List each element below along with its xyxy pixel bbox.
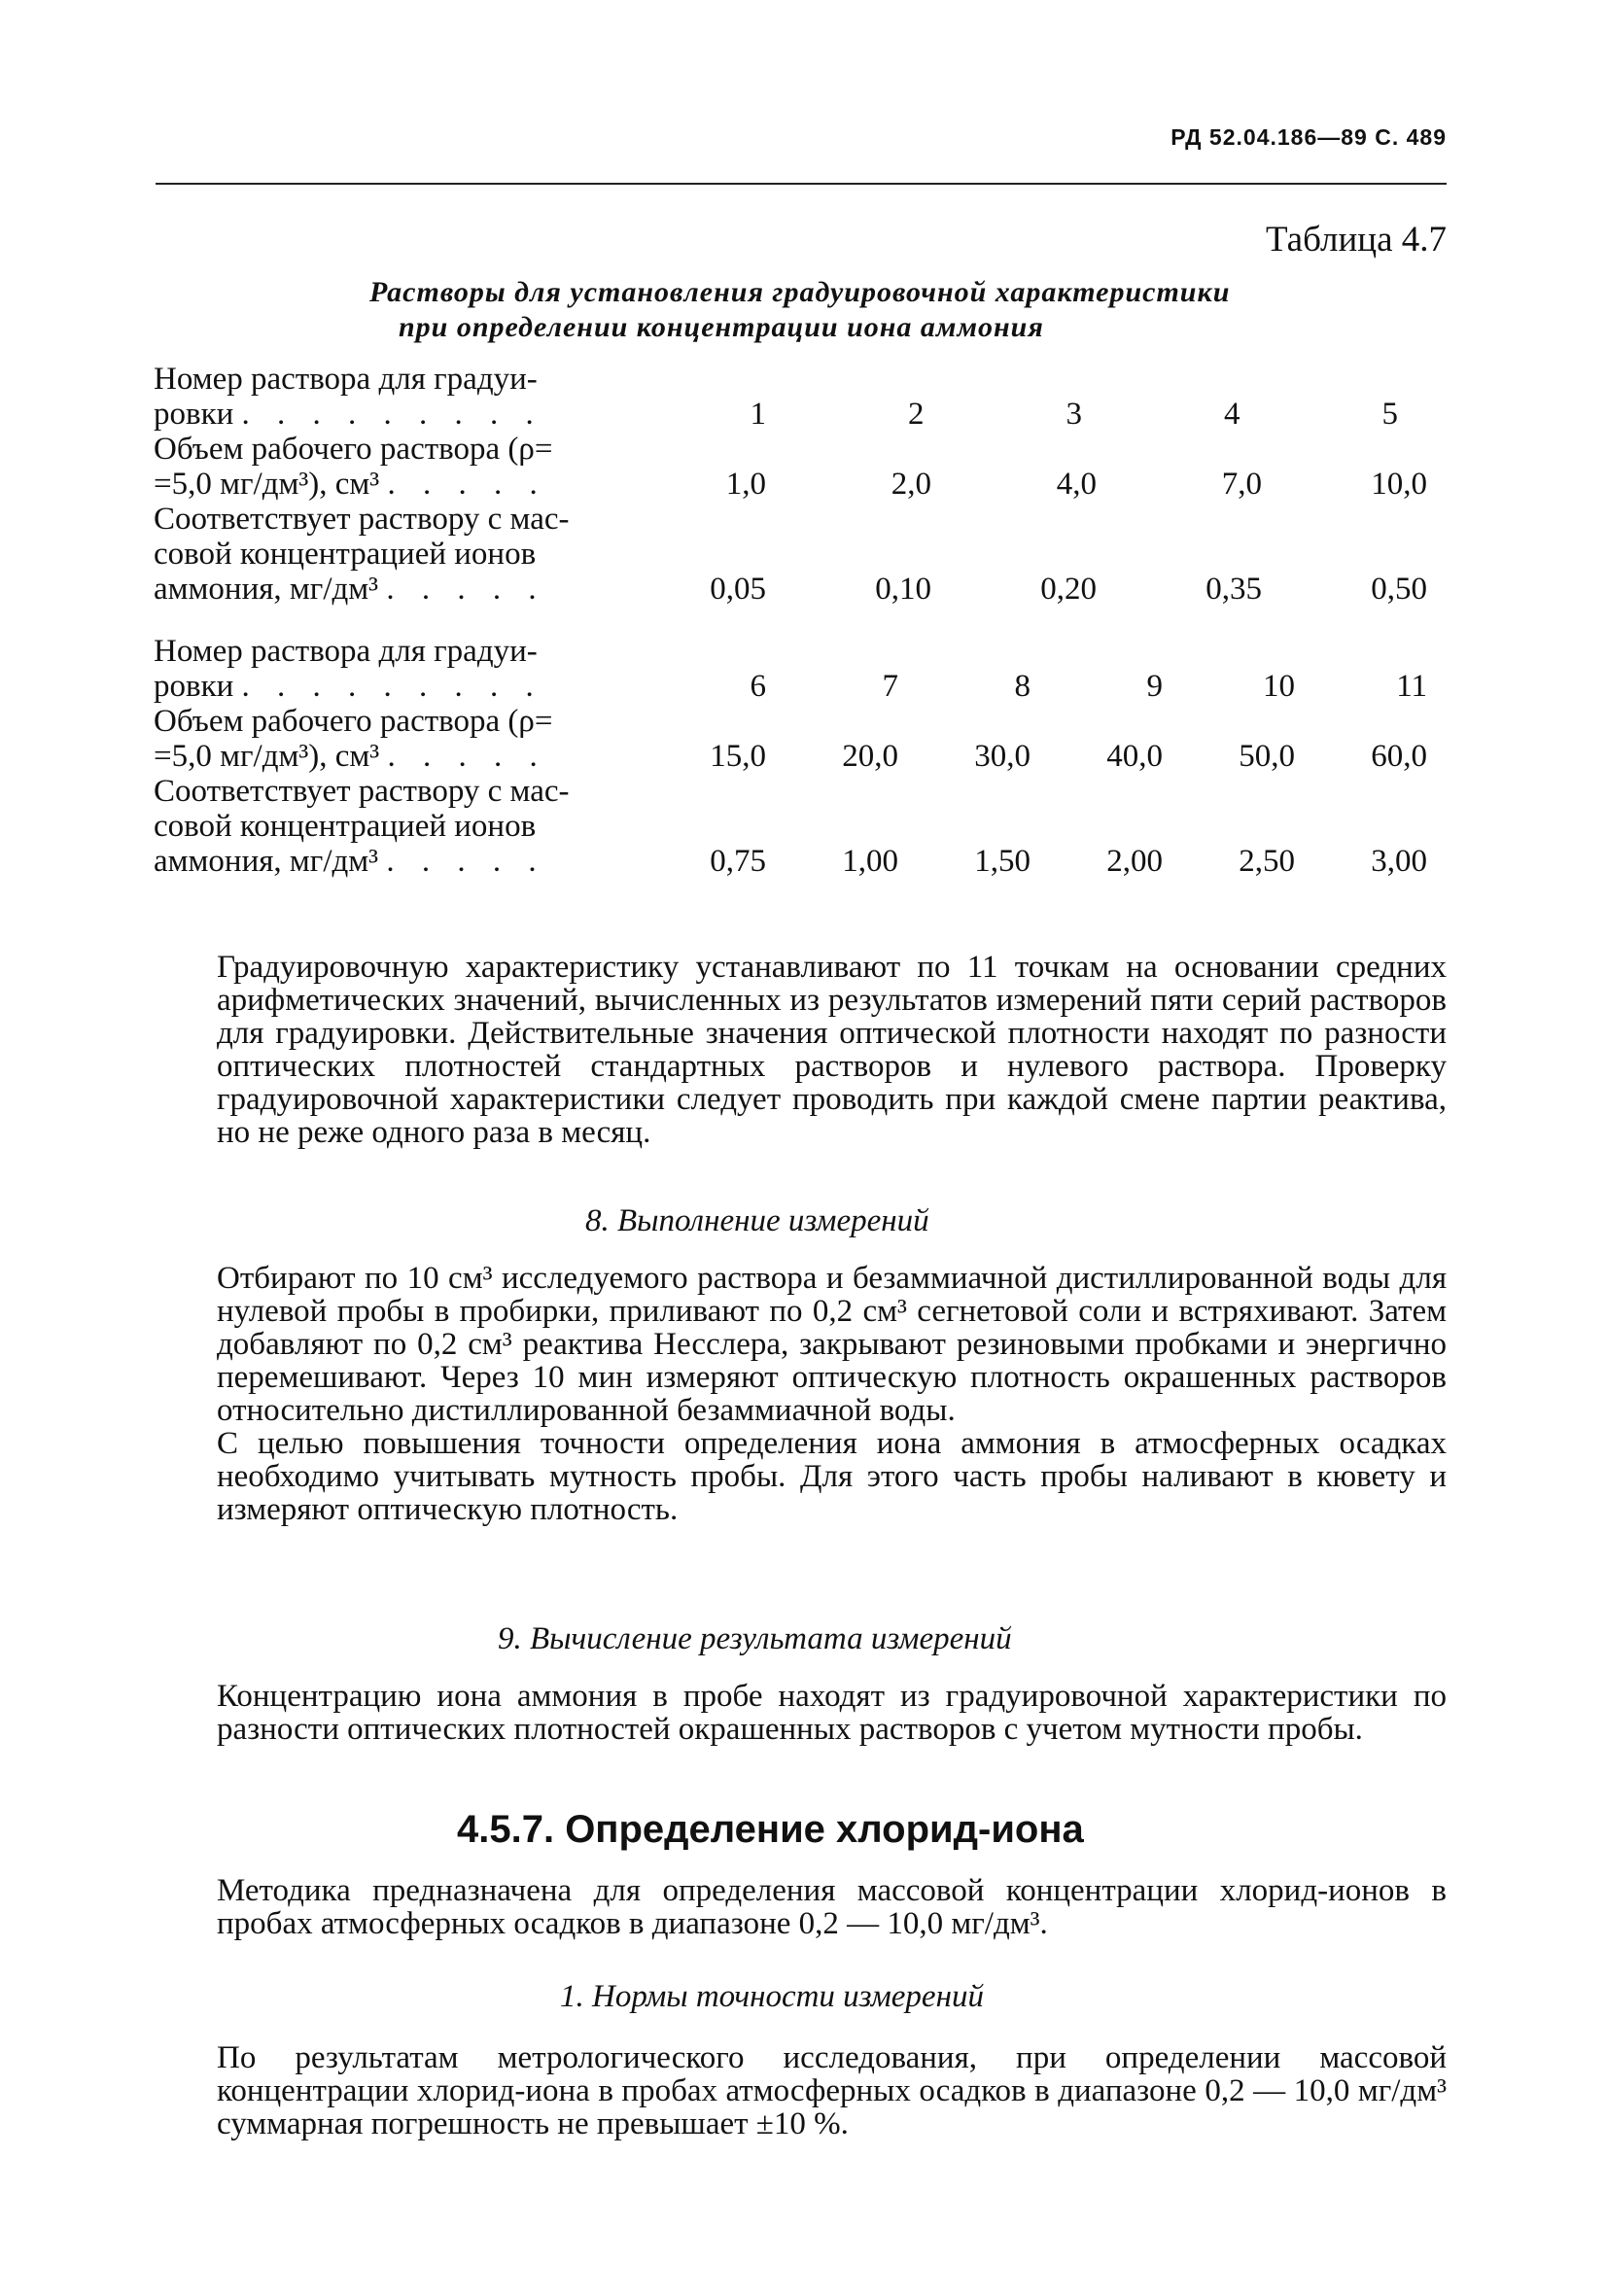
table-cell: 0,20 <box>1040 572 1097 607</box>
paragraph-text: По результатам метрологического исследования, при определении массовой концентрации хлорид-иона в пробах атмосферных осадков в диапазоне 0,2 — 10,0 мг/дм³ суммарная погрешность не превышает ±10 %. <box>217 2040 1447 2141</box>
heading-section-1: 1. Нормы точности измерений <box>560 1979 984 2014</box>
leader-dots: . . . . . <box>386 572 546 607</box>
table-cell: 11 <box>1396 669 1427 704</box>
leader-dots: . . . . . . . . . <box>241 669 543 704</box>
heading-section-8: 8. Выполнение измерений <box>585 1203 929 1238</box>
row-label-line: ровки <box>154 669 234 704</box>
table-block-1 <box>154 362 1447 607</box>
table-number: Таблица 4.7 <box>1266 220 1447 260</box>
heading-section-9: 9. Вычисление результата измерений <box>498 1621 1012 1656</box>
table-cell: 1,50 <box>974 844 1031 879</box>
table-row-solution-number <box>154 634 1447 704</box>
row-label-line: Номер раствора для градуи- <box>154 362 538 397</box>
table-cell: 3 <box>1066 397 1082 432</box>
leader-dots: . . . . . <box>386 844 546 879</box>
running-head: РД 52.04.186—89 С. 489 <box>1170 124 1447 150</box>
row-label-line: аммония, мг/дм³ <box>154 572 379 607</box>
table-cell: 2,00 <box>1106 844 1163 879</box>
table-title-line-1: Растворы для установления градуировочной характеристики <box>369 276 1231 308</box>
table-cell: 3,00 <box>1371 844 1427 879</box>
table-cell: 1 <box>750 397 766 432</box>
table-cell: 8 <box>1014 669 1031 704</box>
row-label-line: Номер раствора для градуи- <box>154 634 538 669</box>
table-block-2 <box>154 634 1447 879</box>
table-cell: 6 <box>750 669 766 704</box>
table-cell: 60,0 <box>1371 739 1427 774</box>
table-row-working-volume <box>154 704 1447 774</box>
table-cell: 50,0 <box>1239 739 1295 774</box>
table-cell: 15,0 <box>710 739 766 774</box>
leader-dots: . . . . . . . . . <box>241 397 543 432</box>
table-cell: 4,0 <box>1056 467 1097 502</box>
leader-dots: . . . . . <box>387 467 547 502</box>
row-label-line: совой концентрацией ионов <box>154 537 537 572</box>
table-cell: 10,0 <box>1371 467 1427 502</box>
paragraph-text: Концентрацию иона аммония в пробе находят из градуировочной характеристики по разности оптических плотностей окрашенных растворов с учетом мутности пробы. <box>217 1679 1447 1747</box>
table-cell: 0,10 <box>875 572 931 607</box>
table-cell: 0,75 <box>710 844 766 879</box>
table-cell: 2,50 <box>1239 844 1295 879</box>
table-cell: 2,0 <box>891 467 931 502</box>
table-cell: 1,0 <box>725 467 766 502</box>
row-label-line: ровки <box>154 397 234 432</box>
row-label-line: Соответствует раствору с мас- <box>154 774 570 809</box>
table-cell: 20,0 <box>842 739 898 774</box>
table-title <box>369 275 1439 345</box>
paragraph-text: Отбирают по 10 см³ исследуемого раствора и безаммиачной дистиллированной воды для нулевой пробы в пробирки, приливают по 0,2 см³ сегнетовой соли и встряхивают. Затем добавляют по 0,2 см³ реактива Несслера, закрывают резиновыми пробками и энергично перемешивают. Через 10 мин измеряют оптическую плотность окрашенных растворов относительно дистиллированной безаммиачной воды. <box>217 1261 1447 1428</box>
table-cell: 2 <box>908 397 925 432</box>
table-cell: 1,00 <box>842 844 898 879</box>
row-label-line: Объем рабочего раствора (ρ= <box>154 704 553 739</box>
row-label-line: аммония, мг/дм³ <box>154 844 379 879</box>
table-cell: 30,0 <box>974 739 1031 774</box>
table-cell: 0,35 <box>1205 572 1262 607</box>
table-row-concentration <box>154 774 1447 879</box>
table-cell: 0,50 <box>1371 572 1427 607</box>
table-cell: 9 <box>1146 669 1163 704</box>
row-label-line: Объем рабочего раствора (ρ= <box>154 432 553 467</box>
table-title-line-2: при определении концентрации иона аммония <box>399 311 1044 343</box>
leader-dots: . . . . . <box>387 739 547 774</box>
header-rule <box>156 183 1447 185</box>
table-row-concentration <box>154 502 1447 607</box>
table-cell: 10 <box>1263 669 1295 704</box>
paragraph-method-purpose <box>154 1874 1447 1940</box>
section-heading-4-5-7: 4.5.7. Определение хлорид-иона <box>457 1808 1084 1851</box>
table-row-solution-number <box>154 362 1447 432</box>
paragraph-text: Методика предназначена для определения массовой концентрации хлорид-ионов в пробах атмосферных осадков в диапазоне 0,2 — 10,0 мг/дм³. <box>217 1873 1447 1941</box>
table-cell: 4 <box>1224 397 1240 432</box>
paragraph-text: С целью повышения точности определения иона аммония в атмосферных осадках необходимо учитывать мутность пробы. Для этого часть пробы наливают в кювету и измеряют оптическую плотность. <box>217 1426 1447 1527</box>
table-cell: 40,0 <box>1106 739 1163 774</box>
paragraph-measurement <box>154 1262 1447 1526</box>
row-label-line: Соответствует раствору с мас- <box>154 502 570 537</box>
paragraph-text: Градуировочную характеристику устанавливают по 11 точкам на основании средних арифметических значений, вычисленных из результатов измерений пяти серий растворов для градуировки. Действительные значения оптической плотности находят по разности оптических плотностей стандартных растворов и нулевого раствора. Проверку градуировочной характеристики следует проводить при каждой смене партии реактива, но не реже одного раза в месяц. <box>217 950 1447 1150</box>
table-cell: 7,0 <box>1221 467 1262 502</box>
table-row-working-volume <box>154 432 1447 502</box>
table-cell: 7 <box>882 669 898 704</box>
row-label-line: =5,0 мг/дм³), см³ <box>154 739 380 774</box>
row-label-line: совой концентрацией ионов <box>154 809 537 844</box>
paragraph-calculation <box>154 1680 1447 1746</box>
paragraph-accuracy <box>154 2041 1447 2140</box>
row-label-line: =5,0 мг/дм³), см³ <box>154 467 380 502</box>
table-cell: 0,05 <box>710 572 766 607</box>
table-cell: 5 <box>1381 397 1398 432</box>
paragraph-calibration <box>154 951 1447 1149</box>
